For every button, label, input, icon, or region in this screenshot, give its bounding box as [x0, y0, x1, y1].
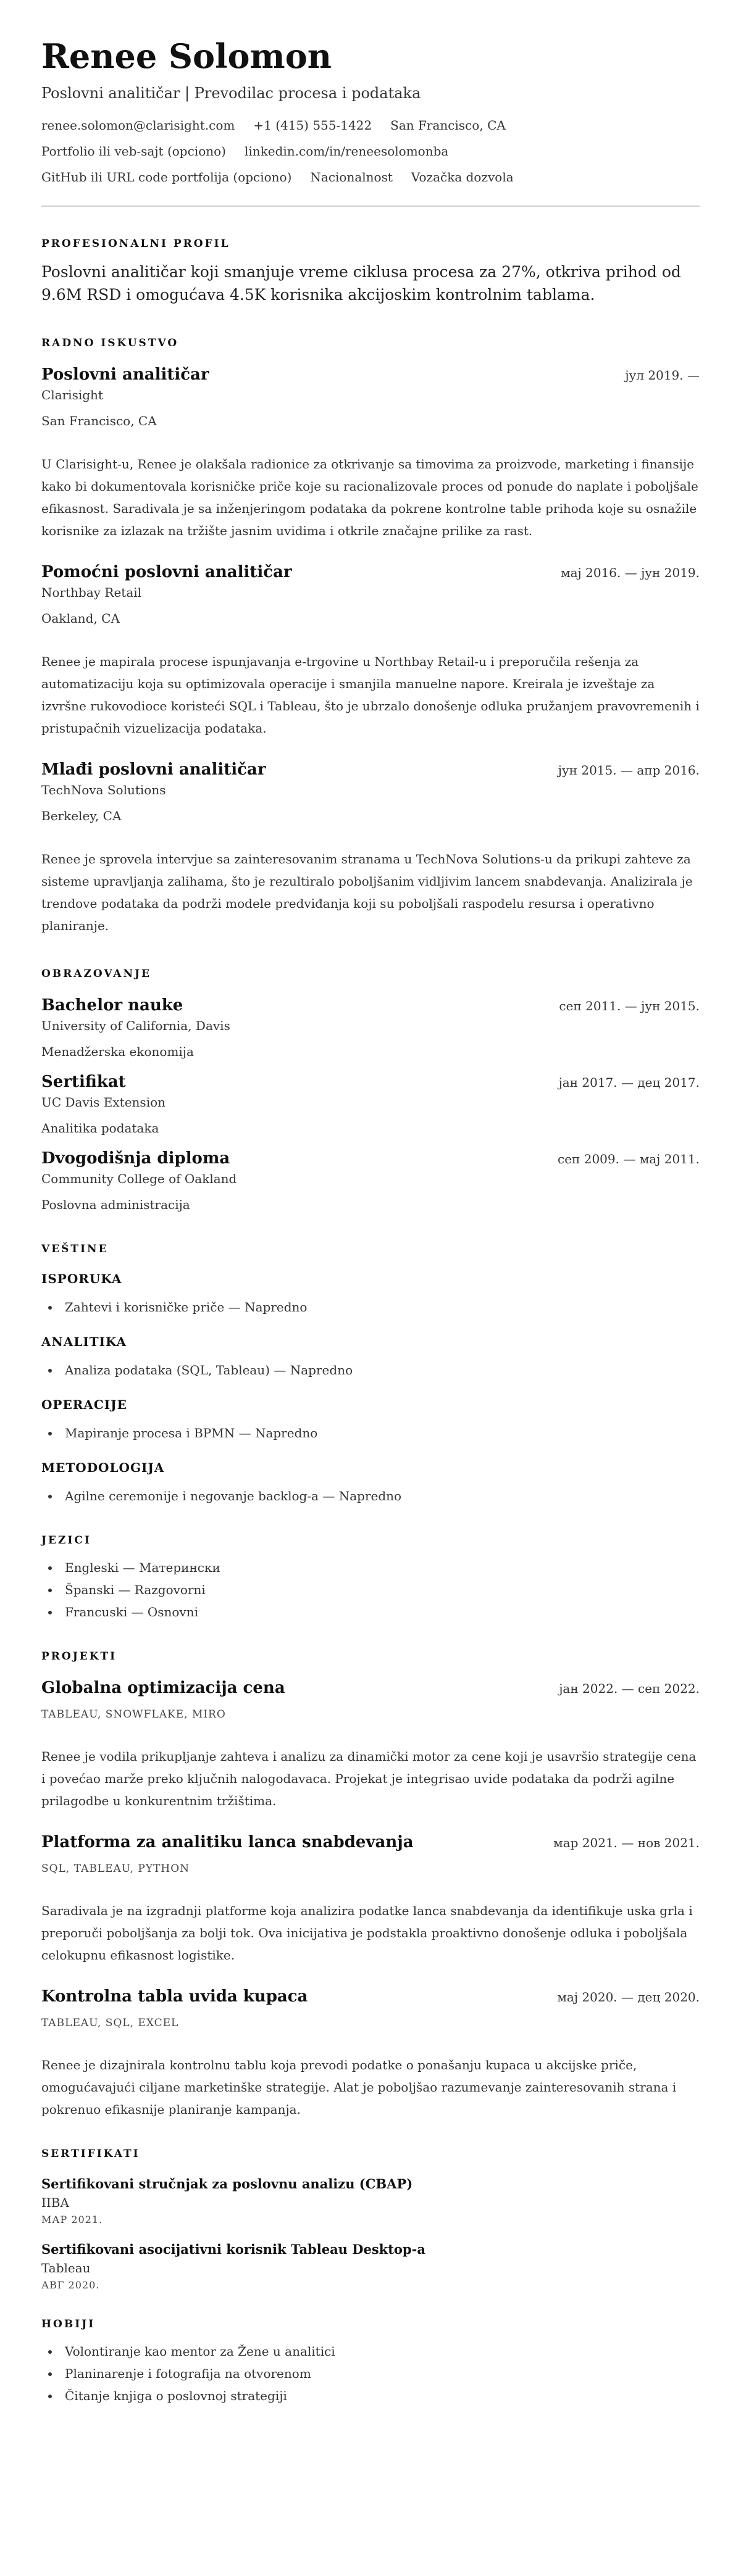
job-dates: јун 2015. — апр 2016.	[558, 762, 700, 778]
portfolio-link[interactable]: Portfolio ili veb-sajt (opciono)	[41, 144, 226, 159]
section-title: RADNO ISKUSTVO	[41, 336, 179, 349]
location: San Francisco, CA	[390, 118, 506, 133]
section-title: VEŠTINE	[41, 1242, 109, 1255]
profile-summary: Poslovni analitičar koji smanjuje vreme ciklusa procesa za 27%, otkriva prihod od 9.6M RSD i omogućava 4.5K korisnika akcijoskim kontrolnim tablama.	[41, 263, 681, 304]
project-tech-stack: TABLEAU, SNOWFLAKE, MIRO	[41, 1708, 226, 1721]
section-title: PROJEKTI	[41, 1650, 117, 1663]
email-link[interactable]: renee.solomon@clarisight.com	[41, 118, 235, 133]
job-location: Oakland, CA	[41, 610, 120, 626]
skill-item: • Zahtevi i korisničke priče — Napredno	[60, 1296, 700, 1318]
skill-item: • Analiza podataka (SQL, Tableau) — Napredno	[60, 1359, 700, 1381]
certificates-section	[41, 2148, 700, 2291]
job-entry	[41, 365, 700, 542]
education-entry	[41, 1073, 700, 1136]
job-description: Renee je mapirala procese ispunjavanja e-trgovine u Northbay Retail-u i preporučila rešenja za automatizaciju koja su optimizovala operacije i smanjila manuelne napore. Kreirala je izveštaje za izvršne rukovodioce koristeći SQL i Tableau, što je ubrzalo donošenje odluka pružanjem pravovremenih i pristupačnih vizuelizacija podataka.	[41, 654, 700, 736]
section-title: HOBIJI	[41, 2317, 96, 2330]
project-entry	[41, 1679, 700, 1812]
hobby-item: • Volontiranje kao mentor za Žene u analitici	[60, 2340, 700, 2362]
education-dates: сеп 2011. — јун 2015.	[559, 998, 700, 1013]
education-entry	[41, 996, 700, 1059]
language-item: • Engleski — Матерински	[60, 1556, 700, 1579]
skill-list	[41, 1485, 700, 1507]
project-dates: јан 2022. — сеп 2022.	[559, 1681, 700, 1696]
section-title: JEZICI	[41, 1534, 91, 1547]
education-dates: јан 2017. — дец 2017.	[558, 1074, 700, 1090]
skill-list	[41, 1296, 700, 1318]
education-entry	[41, 1149, 700, 1212]
project-entry	[41, 1833, 700, 1966]
hobby-item: • Čitanje knjiga o poslovnoj strategiji	[60, 2385, 700, 2407]
project-tech-stack: TABLEAU, SQL, EXCEL	[41, 2016, 179, 2029]
job-dates: јул 2019. —	[625, 367, 700, 383]
skill-category: ISPORUKA	[41, 1271, 122, 1286]
job-company: Northbay Retail	[41, 584, 142, 600]
job-title: Poslovni analitičar	[41, 365, 209, 384]
section-title: PROFESIONALNI PROFIL	[41, 238, 230, 251]
project-entry	[41, 1987, 700, 2121]
profile-section	[41, 238, 700, 306]
certificate-title: Sertifikovani asocijativni korisnik Tableau Desktop-a	[41, 2241, 425, 2257]
hobby-item: • Planinarenje i fotografija na otvorenom	[60, 2362, 700, 2385]
certificate-issuer: Tableau	[41, 2260, 91, 2275]
section-title: OBRAZOVANJE	[41, 967, 152, 980]
degree-title: Bachelor nauke	[41, 995, 183, 1015]
project-title: Kontrolna tabla uvida kupaca	[41, 1987, 308, 2006]
skill-category: METODOLOGIJA	[41, 1460, 165, 1475]
project-description: Renee je vodila prikupljanje zahteva i analizu za dinamički motor za cene koji je usavršio strategije cena i povećao marže preko ključnih nalogodavaca. Projekat je integrisao uvide podataka da podrži agilne prilagodbe u konkurentnim tržištima.	[41, 1748, 697, 1808]
skill-list	[41, 1422, 700, 1444]
skill-item: • Mapiranje procesa i BPMN — Napredno	[60, 1422, 700, 1444]
degree-title: Sertifikat	[41, 1072, 126, 1091]
contact-row	[41, 170, 700, 185]
job-company: TechNova Solutions	[41, 782, 166, 797]
skills-section	[41, 1243, 700, 1507]
language-item: • Španski — Razgovorni	[60, 1579, 700, 1601]
phone-number: +1 (415) 555-1422	[253, 118, 372, 133]
skill-item: • Agilne ceremonije i negovanje backlog-a — Napredno	[60, 1485, 700, 1507]
candidate-headline: Poslovni analitičar | Prevodilac procesa i podataka	[41, 85, 421, 102]
job-dates: мај 2016. — јун 2019.	[561, 565, 700, 580]
skill-list	[41, 1359, 700, 1381]
field-of-study: Menadžerska ekonomija	[41, 1044, 194, 1059]
project-tech-stack: SQL, TABLEAU, PYTHON	[41, 1862, 190, 1875]
experience-section	[41, 337, 700, 937]
hobbies-section	[41, 2318, 700, 2407]
certificate-issuer: IIBA	[41, 2195, 69, 2210]
school-name: University of California, Davis	[41, 1018, 230, 1033]
job-description: U Clarisight-u, Renee je olakšala radionice za otkrivanje sa timovima za proizvode, marketing i finansije kako bi dokumentovala korisničke priče koje su racionalizovale proces od ponude do naplate i poboljšale efikasnost. Saradivala je sa inženjeringom podataka da pokrene kontrolne table prihoda koje su osnažile korisnike za izlazak na tržište jasnim uvidima i otkrile značajne prilike za rast.	[41, 456, 698, 538]
school-name: Community College of Oakland	[41, 1171, 237, 1186]
field-of-study: Poslovna administracija	[41, 1197, 190, 1212]
job-entry	[41, 760, 700, 937]
job-location: San Francisco, CA	[41, 413, 157, 428]
contact-block	[41, 118, 700, 185]
nationality: Nacionalnost	[310, 170, 393, 185]
hobby-list	[41, 2340, 700, 2407]
github-link[interactable]: GitHub ili URL code portfolija (opciono)	[41, 170, 292, 185]
job-location: Berkeley, CA	[41, 808, 122, 823]
job-company: Clarisight	[41, 387, 103, 402]
project-dates: мар 2021. — нов 2021.	[553, 1835, 700, 1850]
skill-category: ANALITIKA	[41, 1334, 127, 1349]
certificate-date: АВГ 2020.	[41, 2279, 100, 2291]
certificate-title: Sertifikovani stručnjak za poslovnu analizu (CBAP)	[41, 2175, 413, 2192]
languages-section	[41, 1534, 700, 1623]
contact-row	[41, 144, 700, 159]
project-dates: мај 2020. — дец 2020.	[557, 1989, 700, 2005]
skill-category: OPERACIJE	[41, 1397, 127, 1412]
job-description: Renee je sprovela intervjue sa zainteresovanim stranama u TechNova Solutions-u da prikupi zahteve za sisteme upravljanja zalihama, što je rezultiralo poboljšanim vidljivim lancem snabdevanja. Analizirala je trendove podataka da podrži modele predviđanja koji su poboljšali raspodelu resursa i operativno planiranje.	[41, 851, 693, 933]
job-entry	[41, 563, 700, 739]
certificate-entry	[41, 2242, 700, 2291]
language-list	[41, 1556, 700, 1623]
job-title: Pomoćni poslovni analitičar	[41, 562, 292, 581]
job-title: Mlađi poslovni analitičar	[41, 760, 266, 779]
projects-section	[41, 1650, 700, 2121]
field-of-study: Analitika podataka	[41, 1120, 159, 1136]
drivers-license: Vozačka dozvola	[411, 170, 514, 185]
certificate-date: МАР 2021.	[41, 2213, 103, 2225]
school-name: UC Davis Extension	[41, 1094, 166, 1110]
project-title: Globalna optimizacija cena	[41, 1678, 285, 1697]
header-divider	[41, 206, 700, 207]
education-dates: сеп 2009. — мај 2011.	[558, 1151, 700, 1166]
candidate-name: Renee Solomon	[41, 36, 332, 76]
education-section	[41, 968, 700, 1212]
project-title: Platforma za analitiku lanca snabdevanja	[41, 1832, 414, 1851]
contact-row	[41, 118, 700, 133]
degree-title: Dvogodišnja diploma	[41, 1149, 230, 1168]
section-title: SERTIFIKATI	[41, 2147, 140, 2160]
linkedin-link[interactable]: linkedin.com/in/reneesolomonba	[244, 144, 449, 159]
language-item: • Francuski — Osnovni	[60, 1601, 700, 1623]
project-description: Renee je dizajnirala kontrolnu tablu koja prevodi podatke o ponašanju kupaca u akcijske priče, omogućavajući ciljane marketinške strategije. Alat je poboljšao razumevanje zainteresovanih strana i pokrenuo efikasnije planiranje kampanja.	[41, 2057, 677, 2117]
certificate-entry	[41, 2176, 700, 2225]
project-description: Saradivala je na izgradnji platforme koja analizira podatke lanca snabdevanja da identifikuje uska grla i preporuči poboljšanja za bolji tok. Ova inicijativa je podstakla proaktivno donošenje odluka i poboljšala celokupnu efikasnost logistike.	[41, 1903, 693, 1963]
